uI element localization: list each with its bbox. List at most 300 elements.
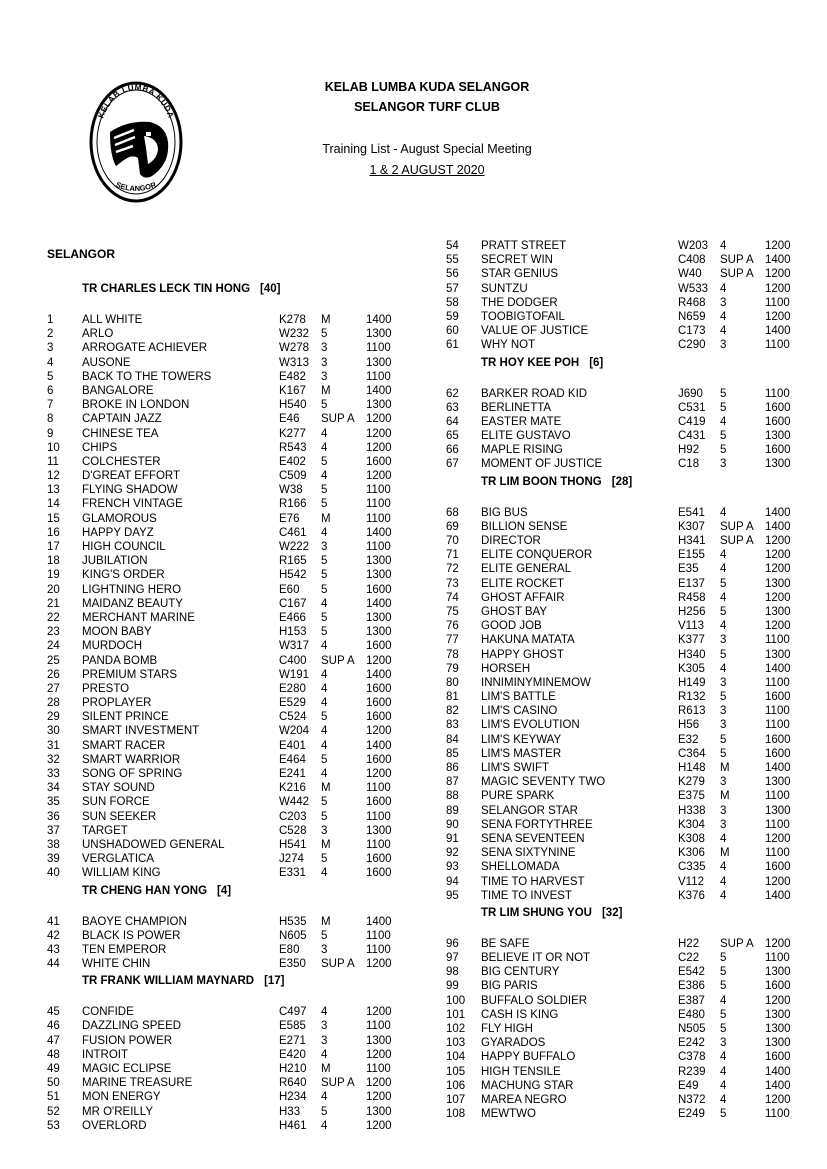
horse-row — [47, 313, 407, 327]
horse-distance: 1100 — [765, 952, 790, 965]
horse-number: 38 — [47, 838, 60, 851]
horse-number: 86 — [446, 762, 459, 774]
horse-distance: 1600 — [366, 583, 392, 596]
horse-distance: 1100 — [765, 634, 790, 647]
horse-name: TARGET — [82, 824, 128, 837]
horse-code: H148 — [678, 762, 706, 774]
horse-grade: 5 — [321, 853, 328, 866]
horse-row — [47, 512, 407, 526]
horse-grade: 4 — [720, 1093, 727, 1106]
right-column — [446, 239, 806, 1121]
horse-number: 66 — [446, 444, 459, 457]
horse-grade: 4 — [321, 470, 328, 483]
horse-row — [446, 747, 806, 761]
horse-number: 87 — [446, 776, 459, 789]
horse-code: V112 — [678, 875, 705, 888]
horse-distance: 1400 — [366, 597, 392, 610]
horse-name: SECRET WIN — [481, 254, 553, 267]
horse-distance: 1400 — [366, 526, 392, 539]
horse-grade: 4 — [321, 1119, 328, 1132]
horse-grade: 3 — [321, 356, 328, 369]
horse-number: 4 — [47, 356, 54, 369]
horse-row — [446, 1008, 806, 1022]
horse-code: E76 — [279, 512, 300, 525]
horse-distance: 1100 — [765, 296, 790, 309]
horse-distance: 1600 — [366, 853, 392, 866]
horse-code: C364 — [678, 747, 706, 760]
horse-distance: 1300 — [366, 399, 392, 412]
horse-grade: 5 — [720, 430, 727, 443]
horse-row — [446, 804, 806, 818]
horse-row — [446, 789, 806, 803]
horse-code: E137 — [678, 577, 705, 590]
horse-distance: 1600 — [366, 682, 392, 695]
horse-name: TIME TO INVEST — [481, 889, 572, 902]
horse-distance: 1300 — [366, 824, 392, 837]
horse-name: UNSHADOWED GENERAL — [82, 838, 225, 851]
horse-number: 18 — [47, 555, 60, 568]
horse-row — [47, 696, 407, 710]
horse-name: MAIDANZ BEAUTY — [82, 597, 183, 610]
horse-code: H92 — [678, 444, 700, 457]
horse-code: E35 — [678, 563, 699, 576]
horse-number: 93 — [446, 861, 459, 874]
horse-row — [47, 568, 407, 582]
horse-grade: 3 — [720, 776, 727, 789]
horse-name: BROKE IN LONDON — [82, 399, 190, 412]
horse-row — [446, 310, 806, 324]
horse-row — [446, 577, 806, 591]
horse-row — [47, 767, 407, 781]
horse-distance: 1100 — [366, 370, 391, 383]
horse-number: 70 — [446, 535, 459, 547]
horse-grade: 4 — [720, 506, 727, 519]
horse-row — [446, 818, 806, 832]
horse-code: E529 — [279, 697, 306, 710]
horse-code: E249 — [678, 1108, 705, 1121]
horse-number: 42 — [47, 929, 60, 942]
horse-code: H56 — [678, 719, 700, 732]
horse-code: R543 — [279, 441, 307, 454]
horse-grade: 5 — [720, 1108, 727, 1121]
horse-row — [446, 443, 806, 457]
horse-name: JUBILATION — [82, 555, 148, 568]
horse-grade: 4 — [720, 282, 727, 295]
horse-distance: 1100 — [765, 719, 790, 732]
horse-number: 17 — [47, 541, 60, 553]
horse-row — [446, 282, 806, 296]
horse-row — [446, 965, 806, 979]
horse-number: 62 — [446, 387, 459, 400]
horse-distance: 1300 — [366, 328, 392, 341]
horse-code: R458 — [678, 591, 706, 604]
horse-grade: 4 — [321, 640, 328, 653]
horse-name: BANGALORE — [82, 384, 154, 397]
horse-row — [47, 1090, 407, 1104]
horse-grade: 5 — [321, 498, 328, 511]
horse-row — [47, 540, 407, 554]
trainer-name: TR CHENG HAN YONG — [82, 884, 208, 897]
horse-number: 43 — [47, 943, 60, 956]
horse-name: MURDOCH — [82, 640, 143, 653]
horse-row — [47, 625, 407, 639]
horse-name: ELITE CONQUEROR — [481, 549, 593, 562]
horse-grade: 5 — [321, 753, 328, 766]
horse-number: 1 — [47, 314, 54, 326]
trainer-name: TR LIM BOON THONG — [481, 475, 602, 488]
horse-code: H542 — [279, 569, 307, 582]
horse-row — [47, 639, 407, 653]
horse-number: 15 — [47, 512, 60, 525]
trainer-name: TR HOY KEE POH — [481, 356, 580, 369]
horse-name: MAREA NEGRO — [481, 1093, 567, 1106]
horse-distance: 1300 — [366, 611, 392, 624]
trainer-spacer — [446, 496, 806, 506]
horse-code: W191 — [279, 668, 310, 681]
horse-distance: 1400 — [765, 520, 791, 533]
horse-distance: 1600 — [765, 415, 791, 428]
horse-code: H535 — [279, 915, 307, 928]
horse-grade: 4 — [720, 994, 727, 1007]
horse-distance: 1100 — [366, 943, 391, 956]
horse-distance: 1100 — [765, 847, 790, 860]
horse-number: 35 — [47, 796, 60, 809]
horse-row — [446, 534, 806, 548]
horse-name: HIGH COUNCIL — [82, 541, 166, 553]
horse-grade: 4 — [321, 867, 328, 880]
horse-number: 68 — [446, 506, 459, 519]
horse-distance: 1200 — [366, 1091, 392, 1104]
horse-name: CAPTAIN JAZZ — [82, 413, 162, 426]
horse-grade: SUP A — [321, 958, 355, 971]
horse-row — [446, 832, 806, 846]
horse-row — [47, 739, 407, 753]
horse-row — [47, 526, 407, 540]
horse-grade: SUP A — [720, 254, 754, 267]
horse-code: E60 — [279, 583, 300, 596]
horse-distance: 1600 — [366, 711, 392, 724]
horse-code: H338 — [678, 804, 706, 817]
horse-name: CHIPS — [82, 441, 118, 454]
horse-name: TIME TO HARVEST — [481, 875, 585, 888]
horse-number: 44 — [47, 958, 60, 971]
horse-grade: 5 — [321, 399, 328, 412]
horse-distance: 1300 — [765, 1037, 791, 1050]
horse-row — [446, 979, 806, 993]
horse-row — [47, 370, 407, 384]
horse-row — [47, 327, 407, 341]
horse-name: HAPPY DAYZ — [82, 526, 154, 539]
horse-row — [446, 846, 806, 860]
horse-name: SENA SEVENTEEN — [481, 832, 585, 845]
horse-grade: 5 — [321, 555, 328, 568]
horse-number: 64 — [446, 415, 459, 428]
horse-code: W203 — [678, 240, 709, 252]
horse-code: W232 — [279, 328, 310, 341]
horse-code: E80 — [279, 943, 300, 956]
horse-grade: 5 — [720, 444, 727, 457]
horse-distance: 1200 — [366, 1119, 392, 1132]
horse-distance: 1600 — [366, 867, 392, 880]
horse-row — [446, 253, 806, 267]
horse-code: C173 — [678, 325, 706, 338]
trainer-spacer — [446, 377, 806, 387]
horse-code: C290 — [678, 339, 706, 352]
horse-grade: 4 — [321, 768, 328, 780]
horse-number: 8 — [47, 413, 54, 426]
horse-number: 107 — [446, 1093, 466, 1106]
horse-name: MOMENT OF JUSTICE — [481, 458, 603, 471]
horse-grade: 5 — [720, 1023, 727, 1035]
horse-number: 54 — [446, 240, 459, 252]
horse-grade: 3 — [720, 719, 727, 732]
horse-grade: SUP A — [720, 937, 754, 950]
horse-code: K305 — [678, 662, 705, 675]
horse-name: THE DODGER — [481, 296, 558, 309]
horse-row — [47, 724, 407, 738]
horse-grade: M — [720, 847, 730, 860]
horse-grade: 5 — [720, 691, 727, 704]
horse-distance: 1100 — [765, 790, 790, 803]
horse-grade: 4 — [720, 415, 727, 428]
horse-number: 21 — [47, 597, 60, 610]
horse-name: BERLINETTA — [481, 401, 552, 414]
horse-code: E350 — [279, 958, 306, 971]
horse-distance: 1600 — [366, 753, 392, 766]
horse-row — [446, 937, 806, 951]
horse-row — [47, 810, 407, 824]
horse-row — [47, 753, 407, 767]
horse-row — [446, 296, 806, 310]
horse-distance: 1600 — [366, 697, 392, 710]
horse-number: 46 — [47, 1020, 60, 1033]
horse-code: C408 — [678, 254, 706, 267]
horse-distance: 1100 — [765, 818, 790, 831]
horse-row — [47, 384, 407, 398]
horse-row — [446, 662, 806, 676]
horse-row — [47, 497, 407, 511]
horse-code: C497 — [279, 1006, 307, 1019]
horse-row — [446, 619, 806, 633]
horse-grade: 3 — [321, 541, 328, 553]
horse-row — [446, 1065, 806, 1079]
horse-number: 95 — [446, 889, 459, 902]
horse-code: E466 — [279, 611, 306, 624]
horse-number: 33 — [47, 768, 60, 780]
horse-code: E46 — [279, 413, 300, 426]
horse-code: W38 — [279, 484, 303, 497]
horse-row — [446, 429, 806, 443]
horse-code: H33 — [279, 1105, 301, 1118]
horse-name: MR O'REILLY — [82, 1105, 153, 1118]
horse-grade: M — [720, 790, 730, 803]
horse-row — [47, 781, 407, 795]
org-name-english: SELANGOR TURF CLUB — [354, 100, 500, 114]
horse-row — [446, 562, 806, 576]
horse-row — [446, 338, 806, 352]
horse-distance: 1300 — [366, 1034, 392, 1047]
horse-row — [446, 860, 806, 874]
horse-grade: M — [321, 314, 331, 326]
horse-code: R165 — [279, 555, 307, 568]
horse-distance: 1600 — [765, 691, 791, 704]
horse-number: 65 — [446, 430, 459, 443]
horse-code: E242 — [678, 1037, 705, 1050]
horse-name: LIM'S KEYWAY — [481, 733, 562, 746]
horse-distance: 1200 — [366, 1077, 392, 1090]
horse-name: OVERLORD — [82, 1119, 147, 1132]
horse-grade: 4 — [321, 1091, 328, 1104]
horse-distance: 1200 — [765, 1093, 791, 1106]
horse-code: C524 — [279, 711, 307, 724]
horse-number: 78 — [446, 648, 459, 661]
horse-row — [446, 1036, 806, 1050]
horse-number: 56 — [446, 268, 459, 281]
horse-distance: 1200 — [765, 268, 791, 281]
horse-grade: M — [321, 915, 331, 928]
horse-code: C531 — [678, 401, 706, 414]
horse-name: SMART WARRIOR — [82, 753, 181, 766]
horse-name: SONG OF SPRING — [82, 768, 183, 780]
horse-grade: 3 — [720, 818, 727, 831]
horse-name: BACK TO THE TOWERS — [82, 370, 212, 383]
horse-code: J690 — [678, 387, 703, 400]
horse-code: E420 — [279, 1048, 306, 1061]
horse-grade: 4 — [720, 1079, 727, 1092]
horse-row — [47, 654, 407, 668]
horse-row — [47, 441, 407, 455]
horse-name: BIG CENTURY — [481, 966, 560, 979]
horse-name: HAKUNA MATATA — [481, 634, 575, 647]
horse-distance: 1200 — [366, 768, 392, 780]
horse-number: 106 — [446, 1079, 466, 1092]
horse-grade: 3 — [720, 458, 727, 471]
horse-distance: 1300 — [765, 804, 791, 817]
horse-number: 100 — [446, 994, 466, 1007]
horse-number: 101 — [446, 1008, 466, 1021]
horse-row — [47, 710, 407, 724]
horse-name: ELITE ROCKET — [481, 577, 565, 590]
horse-distance: 1100 — [765, 705, 790, 718]
horse-name: CONFIDE — [82, 1006, 134, 1019]
horse-code: C18 — [678, 458, 700, 471]
horse-grade: 3 — [720, 634, 727, 647]
horse-grade: 4 — [321, 697, 328, 710]
horse-number: 23 — [47, 626, 60, 639]
horse-grade: M — [321, 512, 331, 525]
horse-grade: 3 — [720, 296, 727, 309]
horse-grade: 4 — [720, 240, 727, 252]
horse-grade: 4 — [321, 597, 328, 610]
horse-distance: 1200 — [765, 549, 791, 562]
horse-distance: 1600 — [765, 1051, 791, 1064]
horse-name: FLYING SHADOW — [82, 484, 178, 497]
horse-name: GLAMOROUS — [82, 512, 157, 525]
horse-grade: 3 — [720, 676, 727, 689]
horse-name: TEN EMPEROR — [82, 943, 167, 956]
horse-name: DIRECTOR — [481, 535, 541, 547]
horse-row — [446, 889, 806, 903]
horse-row — [47, 455, 407, 469]
horse-row — [47, 1076, 407, 1090]
horse-name: BELIEVE IT OR NOT — [481, 952, 591, 965]
horse-row — [446, 633, 806, 647]
horse-distance: 1100 — [366, 1020, 391, 1033]
horse-row — [47, 554, 407, 568]
horse-name: LIM'S BATTLE — [481, 691, 556, 704]
horse-row — [47, 929, 407, 943]
horse-name: PRESTO — [82, 682, 130, 695]
horse-code: C335 — [678, 861, 706, 874]
horse-number: 75 — [446, 605, 459, 618]
horse-code: E331 — [279, 867, 306, 880]
horse-code: R468 — [678, 296, 706, 309]
horse-code: C203 — [279, 810, 307, 823]
horse-name: HIGH TENSILE — [481, 1065, 561, 1078]
horse-grade: 5 — [720, 648, 727, 661]
horse-code: R640 — [279, 1077, 307, 1090]
horse-distance: 1400 — [366, 314, 392, 326]
horse-number: 27 — [47, 682, 60, 695]
horse-distance: 1300 — [366, 555, 392, 568]
horse-name: SELANGOR STAR — [481, 804, 578, 817]
horse-row — [47, 469, 407, 483]
trainer-horse-count: [28] — [611, 475, 633, 488]
horse-code: V113 — [678, 620, 705, 633]
horse-grade: M — [321, 782, 331, 795]
horse-number: 22 — [47, 611, 60, 624]
horse-number: 92 — [446, 847, 459, 860]
horse-distance: 1300 — [765, 776, 791, 789]
horse-grade: 4 — [321, 682, 328, 695]
horse-name: SENA SIXTYNINE — [481, 847, 576, 860]
horse-distance: 1100 — [765, 339, 790, 352]
horse-distance: 1400 — [765, 506, 791, 519]
horse-name: PURE SPARK — [481, 790, 555, 803]
horse-code: K277 — [279, 427, 306, 440]
horse-row — [47, 1048, 407, 1062]
horse-number: 88 — [446, 790, 459, 803]
horse-distance: 1400 — [765, 889, 791, 902]
horse-number: 71 — [446, 549, 459, 562]
horse-row — [446, 994, 806, 1008]
horse-row — [446, 676, 806, 690]
horse-row — [446, 267, 806, 281]
horse-distance: 1200 — [366, 427, 392, 440]
horse-name: MON ENERGY — [82, 1091, 161, 1104]
horse-distance: 1100 — [366, 342, 391, 355]
trainer-spacer — [47, 905, 407, 915]
logo-bottom-text: SELANGOR — [114, 179, 158, 194]
horse-row — [446, 775, 806, 789]
horse-name: WHITE CHIN — [82, 958, 151, 971]
horse-distance: 1200 — [765, 563, 791, 576]
horse-row — [47, 1119, 407, 1133]
horse-grade: 3 — [321, 342, 328, 355]
horse-name: LIM'S CASINO — [481, 705, 558, 718]
horse-name: COLCHESTER — [82, 455, 161, 468]
horse-grade: 5 — [720, 577, 727, 590]
horse-number: 55 — [446, 254, 459, 267]
horse-distance: 1400 — [366, 915, 392, 928]
horse-code: K279 — [678, 776, 705, 789]
horse-code: K304 — [678, 818, 705, 831]
horse-grade: 5 — [720, 952, 727, 965]
horse-distance: 1300 — [765, 605, 791, 618]
horse-name: MARINE TREASURE — [82, 1077, 193, 1090]
horse-code: H22 — [678, 937, 700, 950]
horse-grade: 3 — [321, 1034, 328, 1047]
